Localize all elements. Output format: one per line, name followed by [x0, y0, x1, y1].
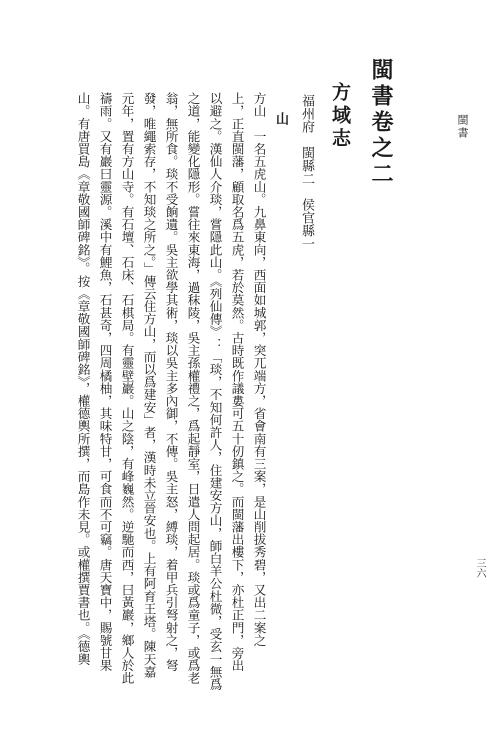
body-column: 以避之。漢仙人介琰，嘗隱此山。《列仙傳》：「琰，不知何許人，住建安方山，師白羊公杜微，受玄一無爲 — [207, 92, 223, 691]
section-title: 方域志 — [329, 82, 351, 151]
prefecture-name: 福州府 — [299, 94, 314, 133]
county-name-min: 閩縣二 — [299, 146, 314, 186]
county-name-houguan: 侯官縣一 — [299, 198, 314, 251]
body-column: 之道，能變化隱形。嘗往來東海，過秣陵，吳主孫權禮之，爲起靜室，日遣人問起居。琰或爲童子，或爲老 — [185, 92, 201, 685]
body-column: 發，唯繩索存，不知琰之所之。」傳云住方山，而以爲建安」者，漢時未立晉安也。上有阿育王塔。陳天嘉 — [141, 92, 157, 678]
subheading-mountains: 山 — [273, 112, 288, 125]
locale-line — [300, 94, 313, 250]
body-column: 方山 一名五虎山。九鼻東向，西面如城郭，突兀端方，省會南有三案，是山削拔秀碧，又出二案之 — [251, 92, 267, 647]
body-column: 元年，置有方山寺。有石壇、石床、石棋局。有靈壁巖。山之陰，有峰巍然。逆馳而西，曰黃巖，鄉人於此 — [119, 92, 135, 685]
body-column: 山。有唐買島《章敬國師碑銘》。按《章敬國師碑銘》，權德輿所撰，而島作未見。或權撰賈書也。《德輿 — [75, 92, 91, 666]
body-column: 上，正直閩藩，顧取名爲五虎，若於莫然。古時既作議婁可五十仞鎮之。而閩藩出樓下，亦杜正門，旁出 — [229, 92, 245, 672]
body-column: 禱雨。又有巖曰靈源。溪中有鯉魚，石甚奇，四周橘柚，其味特甘，可食而不可竊。唐天寶中，賜號甘果 — [97, 92, 113, 672]
running-head: 閩書 — [456, 114, 469, 140]
body-column: 翁，無所食。琰不受餉遺。吳主欲學其術，琰以吳主多內御，不傳。吳主怒，縛琰，着甲兵引弩射之，弩 — [163, 92, 179, 672]
chapter-title: 閩書卷之二 — [368, 58, 394, 188]
page-number: 三六 — [474, 558, 485, 578]
